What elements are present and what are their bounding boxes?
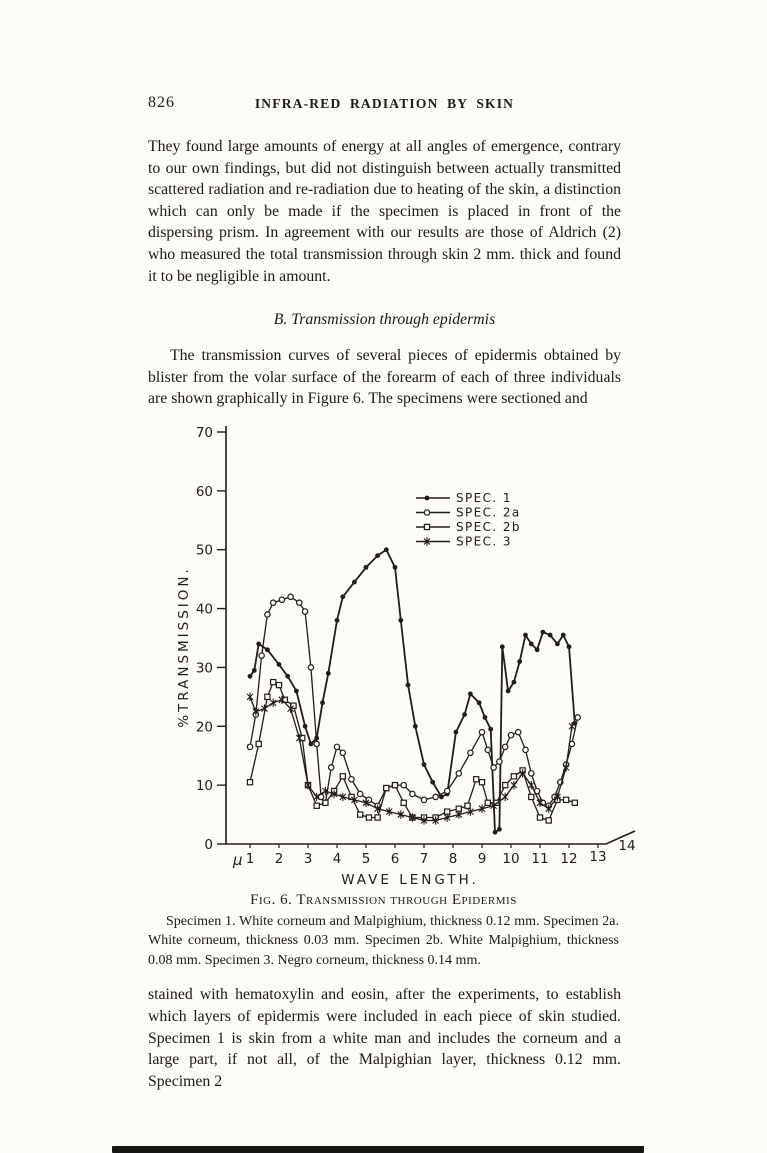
page-header (148, 96, 621, 112)
svg-text:6: 6 (390, 850, 400, 867)
svg-text:9: 9 (477, 850, 487, 867)
svg-text:3: 3 (303, 850, 313, 867)
figure-caption-title: Fig. 6. Transmission through Epidermis (250, 891, 517, 908)
svg-text:5: 5 (361, 850, 371, 867)
svg-text:70: 70 (195, 424, 213, 441)
paragraph-3: stained with hematoxylin and eosin, after the experiments, to establish which layers of epidermis were included in each piece of skin studied. Specimen 1 is skin from a white man and includes the corneum and a large part, if not all, of the Malpighian layer, thickness 0.12 mm. Specimen 2 (148, 986, 621, 1090)
svg-text:1: 1 (245, 850, 255, 867)
svg-text:8: 8 (448, 850, 458, 867)
svg-text:30: 30 (195, 660, 213, 677)
svg-text:7: 7 (419, 850, 429, 867)
svg-text:0: 0 (204, 836, 213, 853)
svg-text:11: 11 (531, 850, 549, 867)
svg-text:SPEC. 1: SPEC. 1 (456, 490, 512, 505)
svg-text:14: 14 (618, 837, 636, 854)
svg-text:%TRANSMISSION.: %TRANSMISSION. (176, 566, 192, 728)
figure-caption-body: Specimen 1. White corneum and Malpighium, thickness 0.12 mm. Specimen 2a. White corneum, thickness 0.03 mm. Specimen 2b. White Malpighium, thickness 0.08 mm. Specimen 3. Negro corneum, thickness 0.14 mm. (148, 913, 619, 968)
svg-text:SPEC. 3: SPEC. 3 (456, 534, 512, 549)
svg-text:SPEC. 2b: SPEC. 2b (456, 519, 521, 534)
paragraph-1: They found large amounts of energy at all angles of emergence, contrary to our own findings, but did not distinguish between actually transmitted scattered radiation and re-radiation due to heating of the skin, a distinction which can only be made if the specimen is placed in front of the dispersing prism. In agreement with our results are those of Aldrich (2) who measured the total transmission through skin 2 mm. thick and found it to be negligible in amount. (148, 138, 621, 285)
svg-text:13: 13 (589, 848, 607, 865)
transmission-chart (164, 420, 650, 888)
figure-caption (148, 892, 653, 971)
svg-text:2: 2 (274, 850, 284, 867)
running-head: INFRA-RED RADIATION BY SKIN (254, 96, 515, 111)
page-number: 826 (148, 94, 175, 111)
svg-text:60: 60 (195, 483, 213, 500)
paragraph-2: The transmission curves of several pieces of epidermis obtained by blister from the volar surface of the forearm of each of three individuals are shown graphically in Figure 6. The specimens were sectioned and (148, 347, 621, 408)
scan-artifact-bar (112, 1146, 644, 1153)
svg-text:WAVE LENGTH.: WAVE LENGTH. (341, 871, 479, 888)
figure-6 (148, 420, 653, 971)
svg-text:50: 50 (195, 542, 213, 559)
svg-text:SPEC. 2a: SPEC. 2a (456, 505, 521, 520)
section-heading: B. Transmission through epidermis (273, 311, 496, 329)
svg-text:10: 10 (502, 850, 520, 867)
svg-text:40: 40 (195, 601, 213, 618)
svg-text:12: 12 (560, 850, 578, 867)
svg-text:10: 10 (195, 778, 213, 795)
svg-text:20: 20 (195, 719, 213, 736)
svg-text:4: 4 (332, 850, 342, 867)
svg-text:µ: µ (233, 850, 243, 869)
